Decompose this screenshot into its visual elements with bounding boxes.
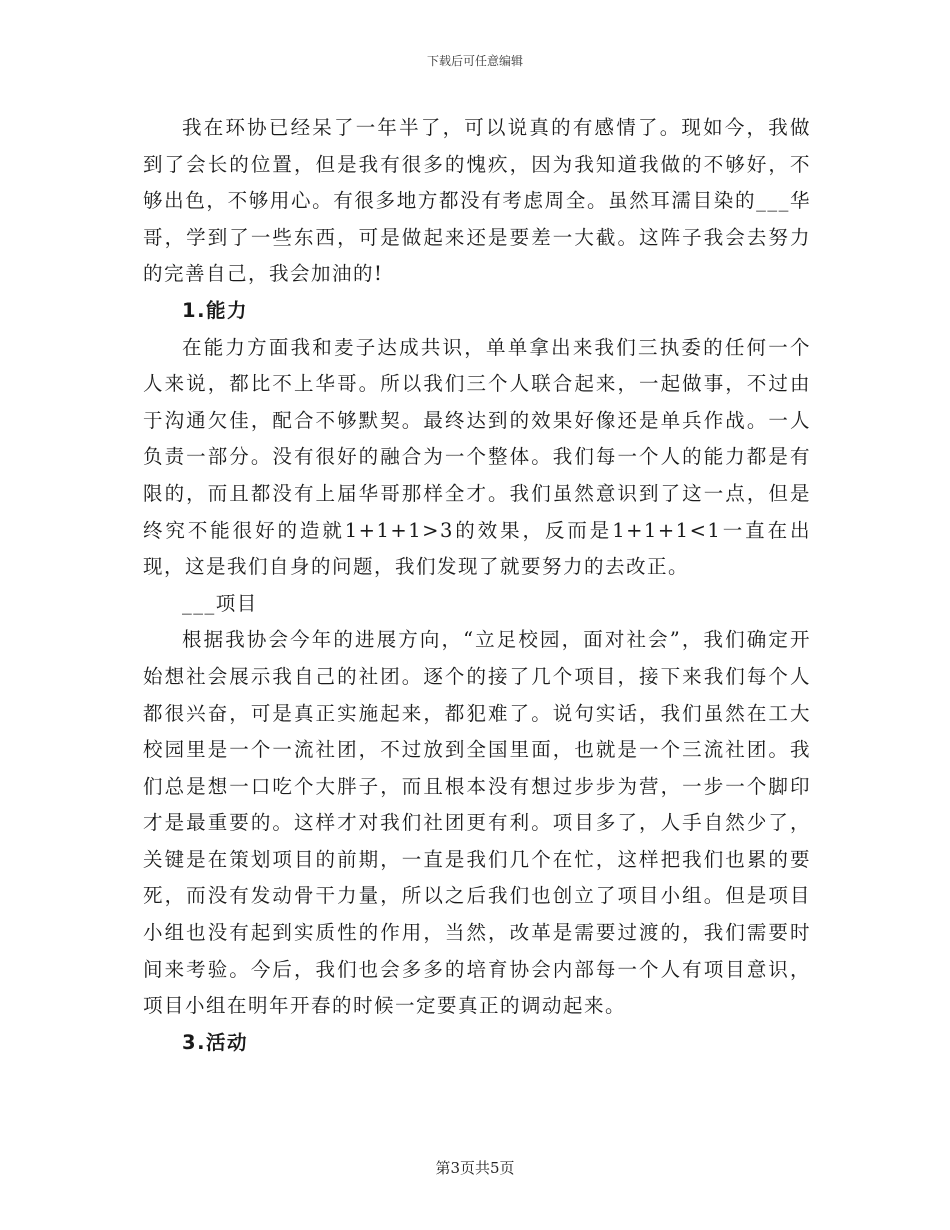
ability-paragraph: 在能力方面我和麦子达成共识，单单拿出来我们三执委的任何一个人来说，都比不上华哥。所以我们三个人联合起来，一起做事，不过由于沟通欠佳，配合不够默契。最终达到的效果好像还是单兵作战。一人负责一部分。没有很好的融合为一个整体。我们每一个人的能力都是有限的，而且都没有上届华哥那样全才。我们虽然意识到了这一点，但是终究不能很好的造就1+1+1>3的效果，反而是1+1+1<1一直在出现，这是我们自身的问题，我们发现了就要努力的去改正。 <box>143 335 811 579</box>
document-body <box>143 110 811 1061</box>
section-label-project: ___项目 <box>182 591 258 615</box>
page-header-note: 下载后可任意编辑 <box>426 54 523 68</box>
section-heading-activity: 3.活动 <box>182 1030 248 1054</box>
page-number: 第3页共5页 <box>435 1159 515 1177</box>
project-paragraph: 根据我协会今年的进展方向，“立足校园，面对社会”，我们确定开始想社会展示我自己的社团。逐个的接了几个项目，接下来我们每个人都很兴奋，可是真正实施起来，都犯难了。说句实话，我们虽然在工大校园里是一个一流社团，不过放到全国里面，也就是一个三流社团。我们总是想一口吃个大胖子，而且根本没有想过步步为营，一步一个脚印才是最重要的。这样才对我们社团更有利。项目多了，人手自然少了，关键是在策划项目的前期，一直是我们几个在忙，这样把我们也累的要死，而没有发动骨干力量，所以之后我们也创立了项目小组。但是项目小组也没有起到实质性的作用，当然，改革是需要过渡的，我们需要时间来考验。今后，我们也会多多的培育协会内部每一个人有项目意识，项目小组在明年开春的时候一定要真正的调动起来。 <box>143 628 811 1018</box>
section-heading-ability: 1.能力 <box>182 298 248 322</box>
intro-paragraph: 我在环协已经呆了一年半了，可以说真的有感情了。现如今，我做到了会长的位置，但是我有很多的愧疚，因为我知道我做的不够好，不够出色，不够用心。有很多地方都没有考虑周全。虽然耳濡目染的___华哥，学到了一些东西，可是做起来还是要差一大截。这阵子我会去努力的完善自己，我会加油的! <box>143 116 811 286</box>
